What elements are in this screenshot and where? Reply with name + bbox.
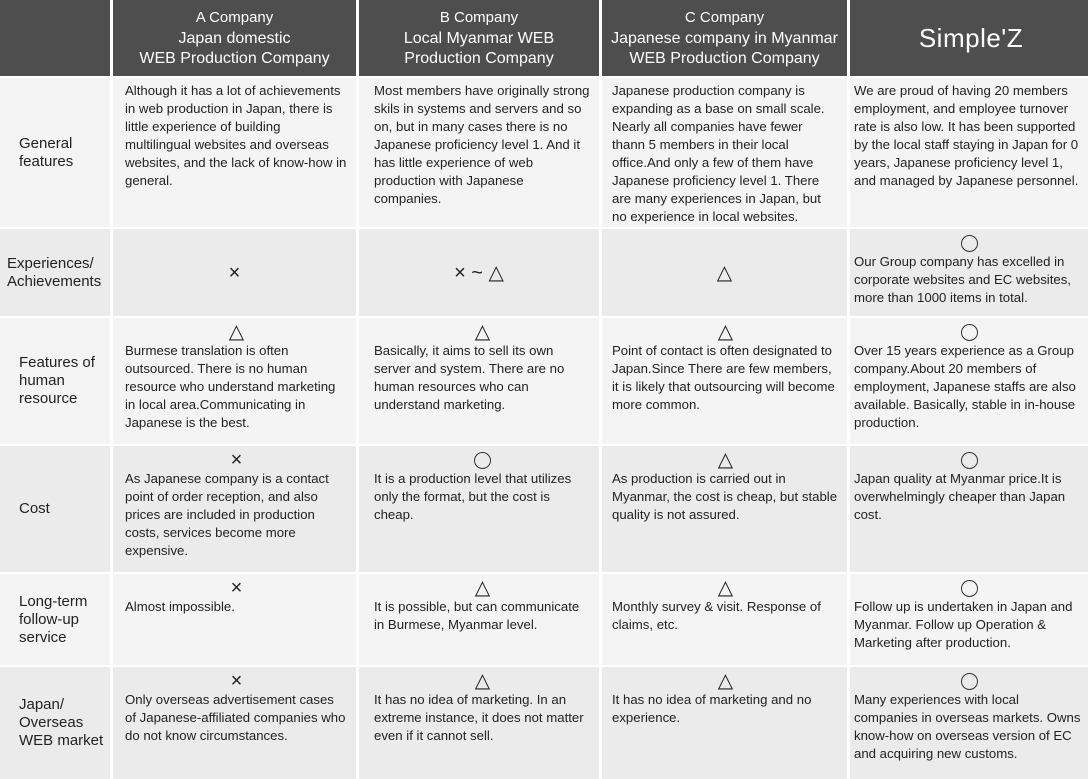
header-company-a <box>113 0 356 76</box>
cell-text: Japanese production company is expanding as a base on small scale. Nearly all companies have fewer thann 5 members in their local office.And only a few of them have Japanese proficiency level 1. There are many experiences in Japan, but no experience in local websites. <box>612 83 825 224</box>
cell-text: Our Group company has excelled in corporate websites and EC websites, more than 1000 items in total. <box>854 254 1071 305</box>
company-desc-line1: Japanese company in Myanmar <box>611 29 838 47</box>
cell-text: We are proud of having 20 members employment, and employee turnover rate is also low. It has been supported by the local staff staying in Japan for 0 years, Japanese proficiency level 1, and managed by Japanese personnel. <box>854 83 1079 188</box>
cell-text: It is possible, but can communicate in Burmese, Myanmar level. <box>374 599 580 632</box>
cell-text: It has no idea of marketing and no experience. <box>612 692 812 725</box>
circle-shape <box>961 452 978 469</box>
triangle-mark-icon: △ <box>717 577 734 599</box>
circle-shape <box>961 673 978 690</box>
company-desc-line2: WEB Production Company <box>139 49 330 67</box>
row-label: Japan/ Overseas WEB market <box>0 667 110 779</box>
cell-c-company <box>602 318 847 444</box>
triangle-mark-icon: △ <box>474 670 491 692</box>
circle-shape <box>961 580 978 597</box>
circle-shape <box>961 324 978 341</box>
cell-text: It is a production level that utilizes only the format, but the cost is cheap. <box>374 471 572 522</box>
cell-text: Basically, it aims to sell its own server and system. There are no human resources who can understand marketing. <box>374 343 565 412</box>
cell-text: Burmese translation is often outsourced. There is no human resource who understand marketing in local area.Communicating in Japanese is the best. <box>125 343 336 430</box>
cell-simplez <box>850 318 1088 444</box>
cross-mark-icon: × <box>228 261 241 284</box>
cell-simplez <box>850 446 1088 572</box>
cell-text: Follow up is undertaken in Japan and Myanmar. Follow up Operation & Marketing after production. <box>854 599 1073 650</box>
cell-text: Although it has a lot of achievements in web production in Japan, there is little experience of building multilingual websites and overseas websites, and the lack of know-how in general. <box>125 83 347 188</box>
row-label: Cost <box>0 446 110 572</box>
company-desc-line2: WEB Production Company <box>629 49 820 67</box>
cell-b-company <box>359 446 599 572</box>
cell-text: Most members have originally strong skils in systems and servers and so on, but in many cases there is no Japanese proficiency level 1. And it has little experience of web production with Japanese companies. <box>374 83 590 206</box>
cell-text: Many experiences with local companies in overseas markets. Owns know-how on overseas version of EC and acquiring new customs. <box>854 692 1081 761</box>
cell-a-company <box>113 446 356 572</box>
cross-mark-icon: × <box>230 670 243 692</box>
header-simplez <box>850 0 1088 76</box>
cell-c-company <box>602 446 847 572</box>
cell-a-company <box>113 574 356 665</box>
cell-text: Over 15 years experience as a Group company.About 20 members of employment, Japanese staffs are also available. Basically, stable in in-house production. <box>854 343 1076 430</box>
cell-a-company <box>113 229 356 316</box>
header-corner <box>0 0 110 76</box>
cell-c-company <box>602 667 847 779</box>
circle-mark-icon <box>854 322 1084 342</box>
cell-simplez <box>850 229 1088 316</box>
cell-text: Almost impossible. <box>125 599 235 614</box>
company-name: C Company <box>684 8 765 26</box>
header-company-c <box>602 0 847 76</box>
row-label: Features of human resource <box>0 318 110 444</box>
cell-text: Japan quality at Myanmar price.It is overwhelmingly cheaper than Japan cost. <box>854 471 1066 522</box>
circle-mark-icon <box>854 671 1084 691</box>
cell-b-company <box>359 667 599 779</box>
company-desc-line1: Japan domestic <box>178 29 291 47</box>
cell-c-company <box>602 574 847 665</box>
brand-name: Simple'Z <box>918 23 1024 53</box>
cell-text: As production is carried out in Myanmar, the cost is cheap, but stable quality is not assured. <box>612 471 838 522</box>
company-name: B Company <box>439 8 519 26</box>
triangle-mark-icon: △ <box>717 670 734 692</box>
row-label: Long-term follow-up service <box>0 574 110 665</box>
cell-simplez <box>850 667 1088 779</box>
cell-b-company <box>359 229 599 316</box>
company-desc-line2: Production Company <box>404 49 554 67</box>
cell-b-company <box>359 78 599 227</box>
cell-text: Point of contact is often designated to Japan.Since There are few members, it is likely that outsourcing will become more common. <box>612 343 835 412</box>
cross-mark-icon: × <box>230 449 243 471</box>
cell-text: Only overseas advertisement cases of Japanese-affiliated companies who do not know circumstances. <box>125 692 346 743</box>
circle-mark-icon <box>854 578 1084 598</box>
circle-mark-icon <box>854 233 1084 253</box>
cell-a-company <box>113 318 356 444</box>
cell-b-company <box>359 318 599 444</box>
row-label: Experiences/ Achievements <box>0 229 110 316</box>
header-company-b <box>359 0 599 76</box>
cell-a-company <box>113 667 356 779</box>
cell-text: It has no idea of marketing. In an extreme instance, it does not matter even if it cannot sell. <box>374 692 584 743</box>
triangle-mark-icon: △ <box>474 577 491 599</box>
company-name: A Company <box>195 8 274 26</box>
circle-mark-icon <box>374 450 591 470</box>
cross-mark-icon: × <box>230 577 243 599</box>
cell-text: Monthly survey & visit. Response of claims, etc. <box>612 599 821 632</box>
cell-b-company <box>359 574 599 665</box>
cell-simplez <box>850 574 1088 665</box>
rating-mark-icon: × ~ △ <box>454 261 504 284</box>
circle-shape <box>961 235 978 252</box>
circle-shape <box>474 452 491 469</box>
row-label: General features <box>0 78 110 227</box>
cell-a-company <box>113 78 356 227</box>
triangle-mark-icon: △ <box>717 321 734 343</box>
triangle-mark-icon: △ <box>474 321 491 343</box>
circle-mark-icon <box>854 450 1084 470</box>
triangle-mark-icon: △ <box>716 261 733 284</box>
cell-c-company <box>602 78 847 227</box>
cell-simplez <box>850 78 1088 227</box>
triangle-mark-icon: △ <box>717 449 734 471</box>
cell-text: As Japanese company is a contact point of order reception, and also prices are included in production costs, services become more expensive. <box>125 471 329 558</box>
triangle-mark-icon: △ <box>228 321 245 343</box>
cell-c-company <box>602 229 847 316</box>
company-desc-line1: Local Myanmar WEB <box>403 29 555 47</box>
